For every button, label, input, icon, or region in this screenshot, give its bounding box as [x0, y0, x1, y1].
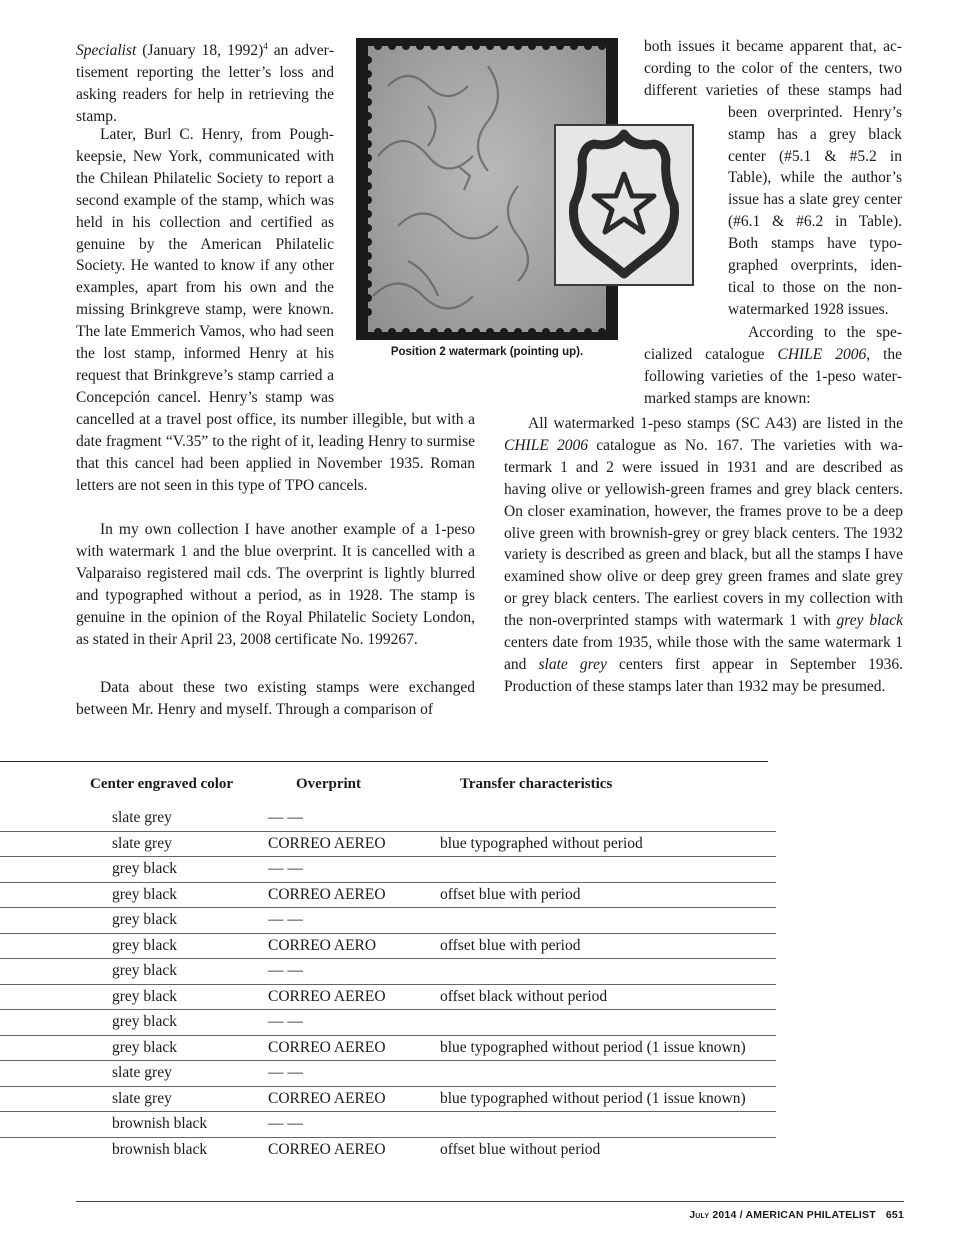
- header-transfer: Transfer characteristics: [460, 776, 613, 792]
- table-row: [0, 1035, 776, 1062]
- table-row: [0, 1009, 776, 1036]
- table-row: [0, 907, 776, 934]
- header-overprint: Overprint: [296, 776, 361, 792]
- cell-center-color: brownish black: [112, 1115, 208, 1132]
- page-number: 651: [885, 1209, 904, 1221]
- cell-center-color: grey black: [112, 860, 177, 877]
- cell-transfer: offset blue with period: [440, 885, 581, 903]
- grey-black-term: grey black: [836, 612, 903, 630]
- table-row: [0, 856, 776, 883]
- table-row: [0, 1060, 776, 1087]
- left-paragraph-4: Data about these two existing stamps were exchanged between Mr. Henry and myself. Through a comparison of: [76, 679, 475, 718]
- cell-center-color: grey black: [112, 1038, 177, 1056]
- cell-transfer: offset blue with period: [440, 936, 581, 954]
- page-footer: [689, 1209, 904, 1221]
- left-paragraph-2-text: Later, Burl C. Henry, from Poughkeepsie, New York, communicated with the Chilean Philatelic Society to report a second example of the stamp, which was held in his collection and certified as genuine by the American Philatelic Society. He wanted to know if any other examples, apart from his own and the missing Brinkgreve stamp, were known. The late Emmerich Vamos, who had seen the lost stamp, informed Henry at his request that Brinkgreve’s stamp carried a Concepción cancel. Henry’s stamp was cancelled at a travel post office, its number illegible, but with a date fragment “V.35” to the right of it, leading Henry to surmise that this cancel had been applied in November 1935. Roman letters are not seen in this type of TPO cancels.: [76, 126, 475, 494]
- cell-overprint: CORREO AEREO: [268, 885, 386, 903]
- right-paragraph-2: [644, 322, 902, 410]
- table-row: [0, 805, 776, 832]
- cell-overprint: — —: [268, 962, 303, 979]
- right-paragraph-3-c: centers date from 1935, while those with the same watermark 1 and: [504, 634, 903, 673]
- catalogue-title: CHILE 2006: [777, 345, 867, 363]
- right-paragraph-3-b: catalogue as No. 167. The varieties with watermark 1 and 2 were issued in 1931 and are described as having olive or yellowish-green frames and grey black centers. On closer examination, however, the frames prove to be a deep olive green with brownish-grey or grey black centers. The 1932 variety is described as green and black, but all the stamps I have examined show olive or deep grey green frames and slate grey or grey black centers. The earliest covers in my collection with the non-overprinted stamps with watermark 1 with: [504, 436, 903, 630]
- cell-overprint: — —: [268, 1064, 303, 1081]
- cell-center-color: slate grey: [112, 834, 172, 852]
- cell-overprint: CORREO AEREO: [268, 1089, 386, 1107]
- inset-wrap-spacer: [644, 102, 728, 322]
- table-top-rule: [0, 761, 768, 762]
- slate-grey-term: slate grey: [538, 655, 607, 673]
- cell-center-color: slate grey: [112, 809, 172, 826]
- cell-overprint: CORREO AEREO: [268, 1038, 386, 1056]
- watermark-photo: [356, 38, 618, 340]
- table-row: [0, 831, 776, 858]
- footer-magazine: / AMERICAN PHILATELIST: [736, 1209, 876, 1221]
- table-row: [0, 1086, 776, 1113]
- cell-overprint: — —: [268, 1115, 303, 1132]
- cell-center-color: grey black: [112, 936, 177, 954]
- cell-overprint: CORREO AERO: [268, 936, 377, 954]
- right-paragraph-2-a: According to the specialized catalogue: [644, 324, 902, 363]
- cell-overprint: — —: [268, 860, 303, 877]
- left-paragraph-1: [76, 36, 334, 128]
- right-paragraph-1-text: both issues it became apparent that, according to the color of the centers, two different varieties of these stamps had been overprinted. Henry’s stamp has a grey black center (#5.1 & #5.2 in Table), while the author’s issue has a slate grey center (#6.1 & #6.2 in Table). Both stamps have typographed overprints, identical to those on the non-watermarked 1928 issues.: [644, 38, 902, 318]
- right-paragraph-1: [644, 36, 902, 322]
- table-row: [0, 933, 776, 960]
- cell-transfer: offset black without period: [440, 987, 608, 1005]
- cell-overprint: CORREO AEREO: [268, 1140, 386, 1158]
- cell-center-color: grey black: [112, 885, 177, 903]
- footer-rule: [76, 1201, 904, 1202]
- figure-caption: Position 2 watermark (pointing up).: [390, 346, 584, 358]
- left-paragraph-1-text: (January 18, 1992): [136, 42, 264, 60]
- table-row: [0, 958, 776, 985]
- cell-center-color: grey black: [112, 987, 177, 1005]
- cell-transfer: blue typographed without period (1 issue known): [440, 1089, 746, 1107]
- cell-overprint: — —: [268, 809, 303, 826]
- cell-transfer: offset blue without period: [440, 1140, 601, 1158]
- right-paragraph-2-b: , the following varieties of the 1-peso watermarked stamps are known:: [644, 345, 902, 407]
- cell-overprint: CORREO AEREO: [268, 834, 386, 852]
- cell-overprint: — —: [268, 911, 303, 928]
- left-paragraph-3: In my own collection I have another example of a 1-peso with watermark 1 and the blue overprint. It is cancelled with a Valparaiso registered mail cds. The overprint is lightly blurred and typographed without a period, as in 1928. The stamp is genuine in the opinion of the Royal Philatelic Society London, as stated in their April 23, 2008 certificate No. 199267.: [76, 521, 475, 648]
- footnote-ref: 4: [263, 41, 268, 51]
- table-row: [0, 984, 776, 1011]
- catalogue-title-2: CHILE 2006: [504, 436, 588, 454]
- right-paragraph-3-d: centers first appear in September 1936. Production of these stamps later than 1932 may be presumed.: [504, 655, 904, 695]
- table-row: [0, 1111, 776, 1138]
- right-paragraph-3: [504, 413, 903, 698]
- journal-title: Specialist: [76, 42, 137, 60]
- cell-overprint: — —: [268, 1013, 303, 1030]
- cell-center-color: grey black: [112, 1013, 177, 1030]
- cell-transfer: blue typographed without period (1 issue known): [440, 1038, 746, 1056]
- left-paragraph-1-tail: an advertisement reporting the letter’s loss and asking readers for help in retrieving the stamp.: [76, 42, 334, 125]
- cell-center-color: brownish black: [112, 1140, 208, 1158]
- footer-month: July 2014: [689, 1209, 737, 1221]
- cell-center-color: slate grey: [112, 1089, 172, 1107]
- header-center-color: Center engraved color: [90, 776, 234, 792]
- cell-center-color: grey black: [112, 911, 177, 928]
- right-paragraph-3-a: All watermarked 1-peso stamps (SC A43) are listed in the: [528, 415, 903, 432]
- cell-center-color: grey black: [112, 962, 177, 979]
- cell-overprint: CORREO AEREO: [268, 987, 386, 1005]
- cell-center-color: slate grey: [112, 1064, 172, 1081]
- cell-transfer: blue typographed without period: [440, 834, 643, 852]
- table-row: [0, 882, 776, 909]
- table-row: [0, 1137, 776, 1163]
